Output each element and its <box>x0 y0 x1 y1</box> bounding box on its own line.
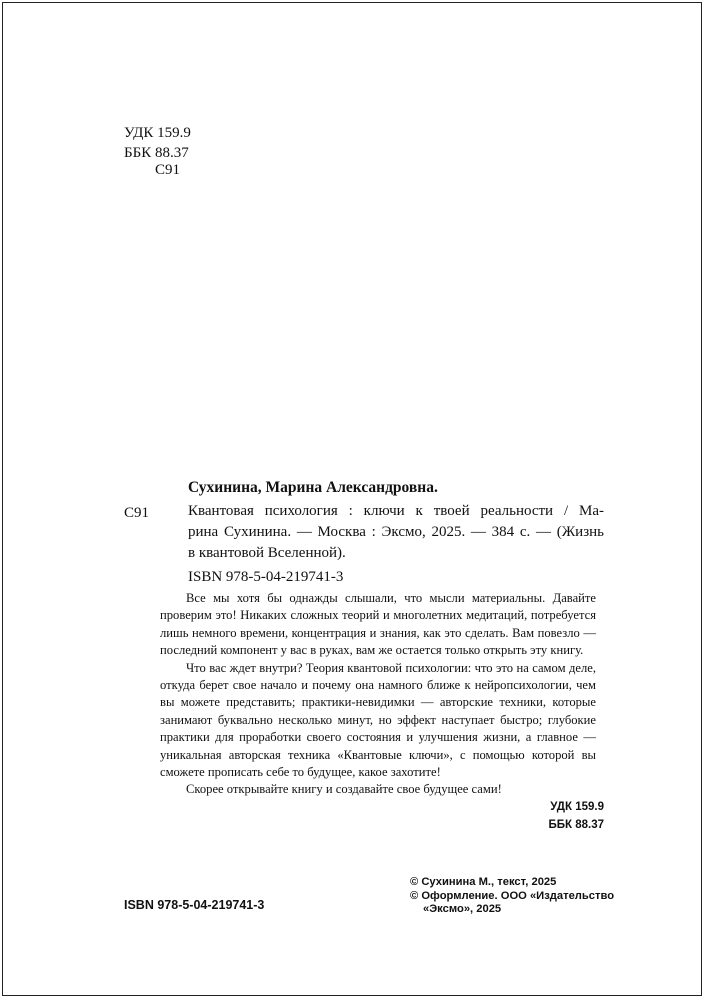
catalog-title-line-3: в квантовой Вселенной). <box>188 545 346 561</box>
bbk-code: ББК 88.37 <box>124 145 189 161</box>
author-heading: Сухинина, Марина Александровна. <box>188 479 438 496</box>
author-mark: С91 <box>155 162 181 178</box>
copyright-line-publisher: «Эксмо», 2025 <box>423 903 502 916</box>
annotation-paragraph: Все мы хотя бы однажды слышали, что мысли материальны. Давайте проверим это! Никаких сложных теорий и многолетних медитаций, потребуется лишь немного времени, концентрация и знания, как это сделать. Вам повезло — последний компонент у вас в руках, вам же остается только открыть эту книгу. <box>160 591 596 658</box>
catalog-title <box>188 501 604 564</box>
udk-code: УДК 159.9 <box>124 125 191 141</box>
annotation-paragraph: Что вас ждет внутри? Теория квантовой психологии: что это на самом деле, откуда берет свое начало и почему она намного ближе к нейропсихологии, чем вы можете представить; практики-невидимки — авторские техники, которые занимают буквально несколько минут, но эффект наступает быстро; глубокие практики для проработки своего состояния и улучшения жизни, а главное — уникальная авторская техника «Квантовые ключи», с помощью которой вы сможете прописать себе то будущее, какое захотите! <box>160 660 596 780</box>
annotation-paragraph: Скорее открывайте книгу и создавайте свое будущее сами! <box>186 782 502 797</box>
catalog-title-line-2: рина Сухинина. — Москва : Эксмо, 2025. — 384 с. — (Жизнь <box>188 524 604 540</box>
copyright-line-text: © Сухинина М., текст, 2025 <box>410 876 557 888</box>
page-border <box>2 2 702 996</box>
bottom-bbk-code: ББК 88.37 <box>548 819 604 831</box>
copyright-block <box>410 876 620 917</box>
bottom-udk-code: УДК 159.9 <box>550 801 604 813</box>
catalog-isbn: ISBN 978-5-04-219741-3 <box>188 569 344 585</box>
bottom-isbn: ISBN 978-5-04-219741-3 <box>124 898 265 912</box>
copyright-line-design: © Оформление. ООО «Издательство <box>410 889 615 902</box>
annotation <box>160 590 596 799</box>
catalog-mark: С91 <box>124 505 150 521</box>
catalog-title-line-1: Квантовая психология : ключи к твоей реальности / Ма- <box>188 503 604 519</box>
bottom-codes <box>480 798 604 834</box>
